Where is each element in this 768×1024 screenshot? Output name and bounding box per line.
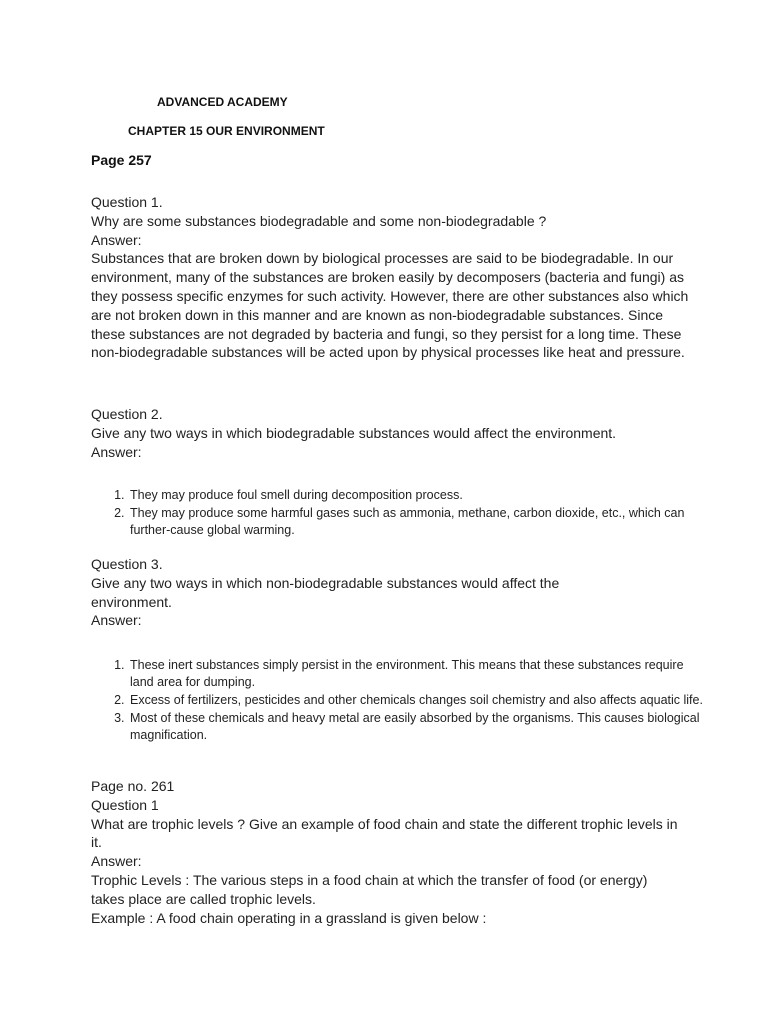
institute-name: ADVANCED ACADEMY (157, 95, 288, 109)
question-label: Question 3. (91, 556, 163, 572)
question-text: Give any two ways in which non-biodegradable substances would affect the environment. (91, 574, 560, 610)
page-261-block (91, 777, 691, 927)
question-text: Why are some substances biodegradable and some non-biodegradable ? (91, 212, 547, 229)
answer-list (100, 487, 708, 540)
list-item: 2. Excess of fertilizers, pesticides and other chemicals changes soil chemistry and also affects aquatic life. (128, 692, 708, 709)
answer-label: Answer: (91, 612, 142, 629)
answer-label: Answer: (91, 443, 142, 460)
question-1-block (91, 193, 691, 362)
list-item: 2. They may produce some harmful gases such as ammonia, methane, carbon dioxide, etc., which can further-cause global warming. (128, 505, 708, 539)
answer-label: Answer: (91, 231, 142, 248)
page-number-heading: Page 257 (91, 152, 152, 168)
definition-text: Trophic Levels : The various steps in a food chain at which the transfer of food (or energy) takes place are called trophic levels. (91, 871, 648, 907)
list-item: 1. These inert substances simply persist in the environment. This means that these substances require land area for dumping. (128, 657, 708, 691)
question-label: Question 1. (91, 194, 163, 210)
page-number: Page no. 261 (91, 778, 175, 794)
question-label: Question 2. (91, 406, 163, 422)
question-text: Give any two ways in which biodegradable substances would affect the environment. (91, 424, 617, 441)
question-label: Question 1 (91, 796, 159, 813)
question-text: What are trophic levels ? Give an example of food chain and state the different trophic levels in it. (91, 815, 678, 851)
chapter-title: CHAPTER 15 OUR ENVIRONMENT (128, 124, 325, 138)
answer-list (100, 657, 708, 745)
example-text: Example : A food chain operating in a grassland is given below : (91, 909, 487, 926)
list-item: 3. Most of these chemicals and heavy metal are easily absorbed by the organisms. This causes biological magnification. (128, 710, 708, 744)
question-3-block (91, 555, 691, 630)
list-item: 1. They may produce foul smell during decomposition process. (128, 487, 708, 504)
answer-label: Answer: (91, 853, 142, 870)
answer-text: Substances that are broken down by biological processes are said to be biodegradable. In our environment, many of the substances are broken easily by decomposers (bacteria and fungi) as they possess specific enzymes for such activity. However, there are other substances also which are not broken down in this manner and are known as non-biodegradable substances. Since these substances are not degraded by bacteria and fungi, so they persist for a long time. These non-biodegradable substances will be acted upon by physical processes like heat and pressure. (91, 250, 689, 361)
question-2-block (91, 405, 691, 461)
